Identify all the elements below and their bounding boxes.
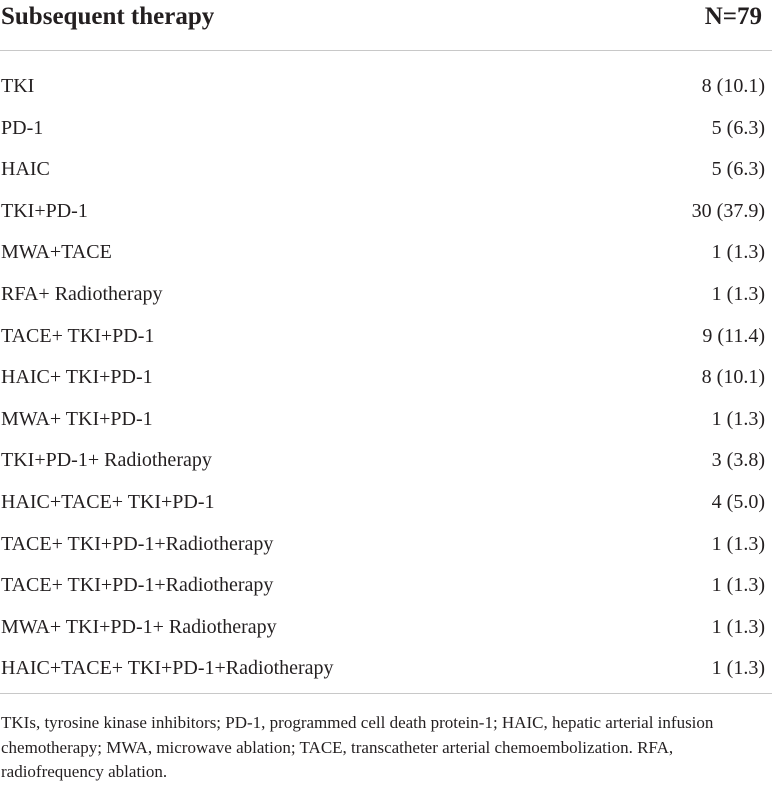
row-count-value: 5 (6.3) — [711, 116, 765, 139]
table-row — [0, 234, 772, 276]
row-therapy-label: MWA+TACE — [1, 241, 112, 264]
row-therapy-label: HAIC+TACE+ TKI+PD-1 — [1, 490, 215, 513]
row-count-value: 5 (6.3) — [711, 158, 765, 181]
row-therapy-label: TACE+ TKI+PD-1+Radiotherapy — [1, 574, 274, 597]
row-therapy-label: MWA+ TKI+PD-1 — [1, 407, 153, 430]
row-count-value: 3 (3.8) — [711, 449, 765, 472]
row-therapy-label: HAIC+ TKI+PD-1 — [1, 366, 153, 389]
row-count-value: 4 (5.0) — [711, 490, 765, 513]
row-count-value: 1 (1.3) — [711, 282, 765, 305]
table-footnote: TKIs, tyrosine kinase inhibitors; PD-1, programmed cell death protein-1; HAIC, hepatic arterial infusion chemotherapy; MWA, microwave ablation; TACE, transcatheter arterial chemoembolization. RFA, radiofrequency ablation. — [1, 713, 714, 781]
table-row — [0, 318, 772, 360]
row-count-value: 1 (1.3) — [711, 657, 765, 680]
row-count-value: 1 (1.3) — [711, 615, 765, 638]
row-count-value: 8 (10.1) — [701, 75, 765, 97]
row-therapy-label: RFA+ Radiotherapy — [1, 282, 163, 305]
table-bottom-divider — [0, 693, 772, 694]
row-therapy-label: TKI+PD-1+ Radiotherapy — [1, 449, 212, 472]
column-header-therapy: Subsequent therapy — [1, 3, 215, 30]
row-therapy-label: HAIC — [1, 158, 50, 181]
row-count-value: 1 (1.3) — [711, 574, 765, 597]
row-therapy-label: MWA+ TKI+PD-1+ Radiotherapy — [1, 615, 277, 638]
header-divider — [0, 50, 772, 51]
row-count-value: 1 (1.3) — [711, 407, 765, 430]
row-count-value: 30 (37.9) — [691, 199, 765, 222]
table-row — [0, 359, 772, 401]
row-therapy-label: TKI+PD-1 — [1, 199, 88, 222]
table-header — [0, 0, 772, 50]
table-row — [0, 442, 772, 484]
row-count-value: 1 (1.3) — [711, 532, 765, 555]
table-row — [0, 151, 772, 193]
table-row — [0, 401, 772, 443]
row-therapy-label: PD-1 — [1, 116, 44, 139]
row-count-value: 1 (1.3) — [711, 241, 765, 264]
table-row — [0, 68, 772, 110]
table-body — [0, 68, 772, 692]
table-row — [0, 567, 772, 609]
table-row — [0, 193, 772, 235]
row-therapy-label: TKI — [1, 75, 35, 97]
row-count-value: 9 (11.4) — [702, 324, 765, 347]
table-row — [0, 110, 772, 152]
row-count-value: 8 (10.1) — [701, 366, 765, 389]
table-row — [0, 609, 772, 651]
table-row — [0, 484, 772, 526]
table-row — [0, 650, 772, 692]
table-row — [0, 276, 772, 318]
row-therapy-label: HAIC+TACE+ TKI+PD-1+Radiotherapy — [1, 657, 334, 680]
row-therapy-label: TACE+ TKI+PD-1 — [1, 324, 155, 347]
row-therapy-label: TACE+ TKI+PD-1+Radiotherapy — [1, 532, 274, 555]
table-row — [0, 526, 772, 568]
column-header-count: N=79 — [704, 3, 762, 30]
